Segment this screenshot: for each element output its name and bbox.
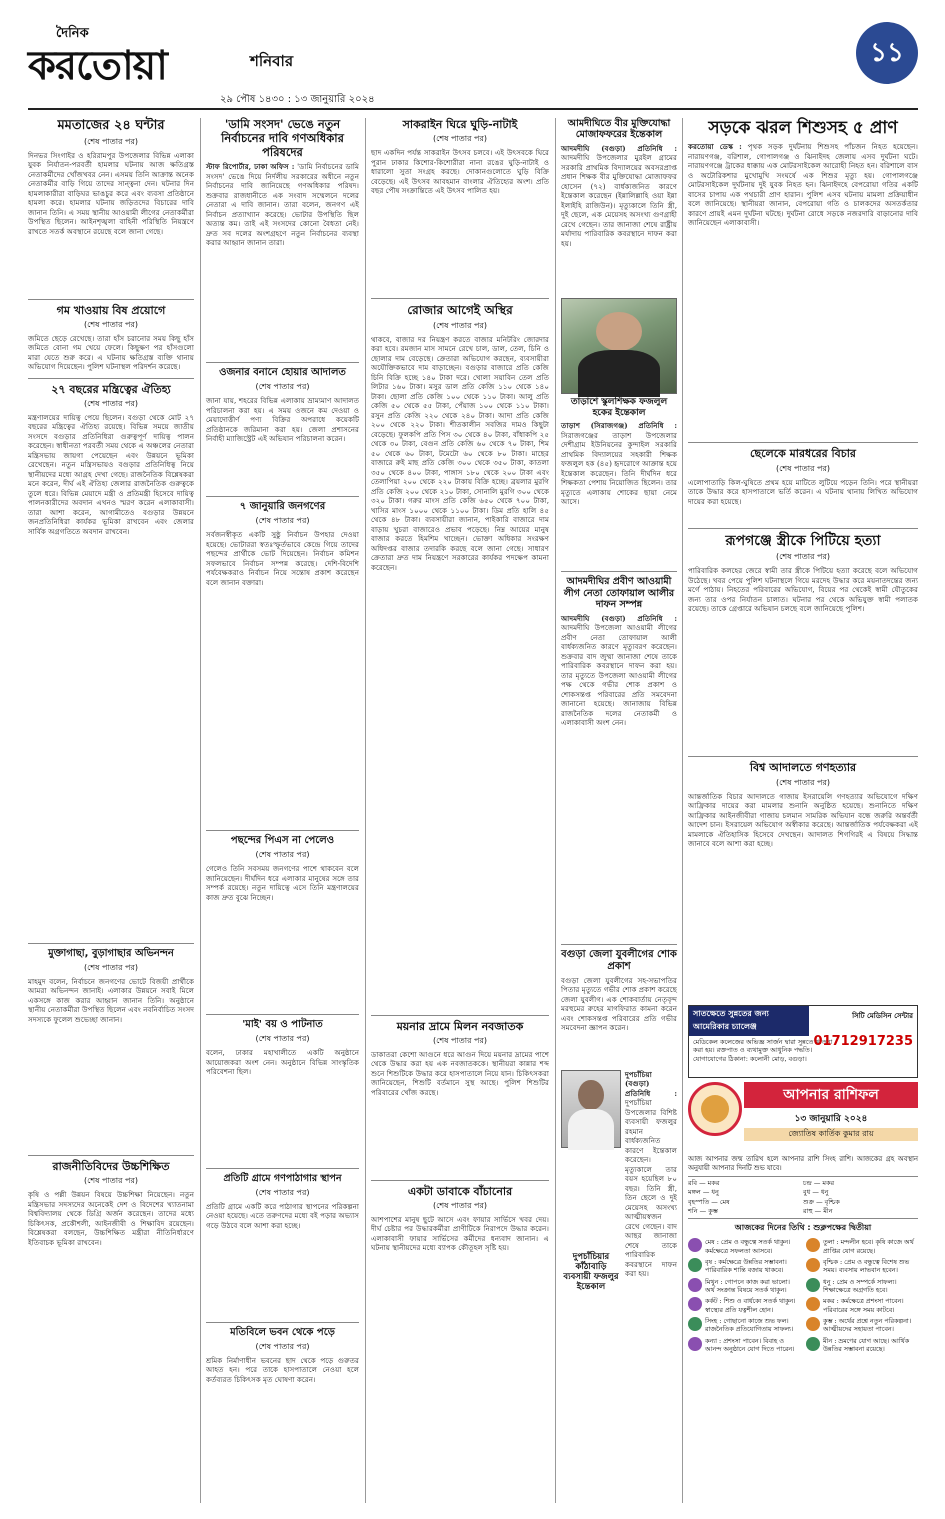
- planet-position: রাহু — মীন: [803, 1206, 833, 1215]
- zodiac-sign-entry: [806, 1337, 918, 1354]
- continued-note: (শেষ পাতার পর): [432, 134, 488, 144]
- article-body: মন্ত্রণালয়ের দায়িত্ব পেয়ে ছিলেন। বগুড়া থেকে মোট ২৭ বছরের মন্ত্রিত্বের ঐতিহ্য রয়েছে। বিভিন্ন সময়ে জাতীয় সংসদে বগুড়ার প্রতিনিধিরা গুরুত্বপূর্ণ দায়িত্ব পালন করেছেন। স্বাধীনতা পরবর্তী সময় থেকে এ অঞ্চলের নেতারা মন্ত্রিসভায় জায়গা পেয়েছেন এবং উন্নয়নে ভূমিকা রেখেছেন। নতুন মন্ত্রিসভায়ও বগুড়ার প্রতিনিধিত্ব নিয়ে স্থানীয়দের মধ্যে আগ্রহ দেখা গেছে। রাজনৈতিক বিশ্লেষকরা মনে করেন, দীর্ঘ এই ঐতিহ্য জেলার রাজনৈতিক গুরুত্বকে তুলে ধরে। বিভিন্ন মেয়াদে মন্ত্রী ও প্রতিমন্ত্রী হিসেবে দায়িত্ব পালনকারীদের অবদান এখনও স্মরণ করেন এলাকাবাসী। তারা আশা করেন, আগামীতেও বগুড়ার উন্নয়নে জনপ্রতিনিধিরা কার্যকর ভূমিকা রাখবেন এবং জেলার সার্বিক অগ্রগতিতে অবদান রাখবেন।: [28, 412, 194, 536]
- headline: রূপগঞ্জে স্ত্রীকে পিটিয়ে হত্যা: [725, 532, 881, 549]
- headline: তাড়াশে স্কুলশিক্ষক ফজলুল হকের ইন্তেকাল: [570, 396, 668, 418]
- logo-big: করতোয়া: [28, 43, 167, 89]
- photo-caption: দুপচাঁচিয়ার কাঁঠাবাড়ি ব্যবসায়ী ফজলুর ইন্তেকাল: [563, 1251, 619, 1293]
- byline: করতোয়া ডেস্ক :: [688, 142, 742, 152]
- headline: মুক্তাগাছা, বুড়াগাছার অভিনন্দন: [48, 947, 174, 959]
- article-text: 'ডামি নির্বাচনের ডামি সংসদ' ভেঙে দিয়ে নির্দলীয় সরকারের অধীনে নতুন নির্বাচনের দাবি জানিয়েছে গণঅধিকার পরিষদ। শুক্রবার রাজধানীতে এক সংবাদ সম্মেলনে দলের নেতারা এ দাবি জানান। তারা বলেন, জনগণ এই নির্বাচন প্রত্যাখ্যান করেছে। ভোটার উপস্থিতি ছিল অত্যন্ত কম। তাই এই সংসদের কোনো বৈধতা নেই। দ্রুত সব দলের অংশগ্রহণে নতুন নির্বাচনের ব্যবস্থা করার আহ্বান জানান তারা।: [206, 162, 359, 248]
- article: [206, 1014, 359, 1168]
- headline: 'মাই' বয় ও পাটনাত: [242, 1019, 323, 1031]
- column-rule: [200, 118, 201, 1503]
- byline: তাড়াশ (সিরাজগঞ্জ) প্রতিনিধি :: [561, 421, 677, 431]
- zodiac-sign-entry: [688, 1258, 800, 1275]
- zodiac-sign-entry: [806, 1317, 918, 1334]
- continued-note: (শেষ পাতার পর): [83, 1176, 139, 1186]
- article: [688, 756, 918, 981]
- article-body: দিনভর সিংগাইর ও হরিরামপুর উপজেলার বিভিন্ন এলাকা যুবক নির্যাতন-পরবর্তী হামলার ঘটনায় আজ ক্ষতিগ্রস্ত নেতাকর্মীদের খোঁজখবর নেন। এসময় তিনি আক্রান্ত অনেক নেতাকর্মীর বাড়ি গিয়ে তাদের সান্ত্বনা দেন। ঘটনার দিন হামলাকারীরা বাড়িঘর ভাঙচুর করে এবং ব্যবসা প্রতিষ্ঠানে হামলা করে। হামলার ঘটনায় জড়িতদের বিচারের দাবি জানান তিনি। এ সময় স্থানীয় আওয়ামী লীগের নেতাকর্মীরা উপস্থিত ছিলেন। আইনশৃঙ্খলা বাহিনী পরিস্থিতি নিয়ন্ত্রণে রাখতে সতর্ক অবস্থানে রয়েছে বলে জানা গেছে।: [28, 150, 194, 236]
- zodiac-sign-text: ধনু : প্রেম ও সম্পর্কে সাফল্য। শিক্ষাক্ষেত্রে অগ্রগতি হবে।: [823, 1277, 897, 1294]
- portrait-photo: [561, 1070, 621, 1148]
- headline: সাকরাইন ঘিরে ঘুড়ি-নাটাই: [402, 118, 518, 131]
- headline: বিশ্ব আদালতে গণহত্যার: [749, 761, 857, 775]
- zodiac-sign-text: মকর : কর্মক্ষেত্রে প্রশংসা পাবেন। পরিবারের সঙ্গে সময় কাটবে।: [823, 1297, 904, 1314]
- article-body: কৃষি ও পল্লী উন্নয়ন বিষয়ে উচ্চশিক্ষা নিয়েছেন। নতুন মন্ত্রিসভার সদস্যদের অনেকেই দেশ ও বিদেশের খ্যাতনামা বিশ্ববিদ্যালয় থেকে ডিগ্রি অর্জন করেছেন। তাদের মধ্যে চিকিৎসক, প্রকৌশলী, আইনজীবী ও শিক্ষাবিদ রয়েছেন। বিশ্লেষকরা বলছেন, উচ্চশিক্ষিত মন্ত্রীরা নীতিনির্ধারণে ইতিবাচক ভূমিকা রাখবেন।: [28, 1190, 194, 1247]
- headline: ছেলেকে মারধরের বিচার: [749, 447, 856, 461]
- zodiac-sign-text: মেষ : প্রেম ও বন্ধুত্বে সতর্ক থাকুন। কর্মক্ষেত্রে সফলতা আসবে।: [705, 1238, 791, 1255]
- zodiac-sign-text: বৃষ : কর্মক্ষেত্রে উন্নতির সম্ভাবনা। পারিবারিক শান্তি বজায় থাকবে।: [705, 1258, 787, 1275]
- article: [561, 571, 677, 943]
- headline: আদমদীঘির প্রবীণ আওয়ামী লীগ নেতা তোফায়াল আলীর দাফন সম্পন্ন: [563, 576, 675, 611]
- column-4: [561, 118, 677, 1503]
- zodiac-sign-text: মীন : ভ্রমণের যোগ আছে। আর্থিক উন্নতির সম্ভাবনা রয়েছে।: [823, 1336, 910, 1353]
- zodiac-sign-icon: [806, 1337, 820, 1351]
- article: [28, 299, 194, 378]
- article-text: দুপচাঁচিয়া উপজেলার বিশিষ্ট ব্যবসায়ী ফজলুর রহমান বার্ধক্যজনিত কারণে ইন্তেকাল করেছেন। মৃত্যুকালে তার বয়স হয়েছিল ৮০ বছর। তিনি স্ত্রী, তিন ছেলে ও দুই মেয়েসহ অসংখ্য আত্মীয়স্বজন রেখে গেছেন। বাদ আছর জানাজা শেষে তাকে পারিবারিক কবরস্থানে দাফন করা হয়।: [625, 1098, 677, 1279]
- astrologer-name: জ্যোতিষ কার্তিক কুমার রায়: [744, 1128, 918, 1141]
- zodiac-sign-text: কর্কট : শিশু ও বার্ধক্যে সতর্ক থাকুন। স্বাস্থ্যের প্রতি যত্নশীল হোন।: [705, 1297, 796, 1314]
- zodiac-sign-icon: [806, 1297, 820, 1311]
- headline: আমদীঘিতে বীর মুক্তিযোদ্ধা মোজাফফরের ইন্তেকাল: [567, 118, 671, 141]
- zodiac-sign-entry: [688, 1238, 800, 1255]
- planet-position: রবি — মকর: [688, 1178, 720, 1187]
- column-rule: [555, 118, 556, 1503]
- zodiac-sign-text: সিংহ : গোছানো কাজে শুভ ফল। রাজনৈতিক প্রতিযোগিতায় সাফল্য।: [705, 1316, 794, 1334]
- zodiac-wheel-icon: [688, 1082, 742, 1136]
- zodiac-sign-text: কন্যা : প্রশংসা পাবেন। বিবাহ ও আনন্দ অনুষ্ঠানে যোগ দিতে পারেন।: [705, 1336, 795, 1353]
- article-body: আশপাশের মানুষ ছুটে আসে এবং ফায়ার সার্ভিসে খবর দেয়। দীর্ঘ চেষ্টার পর উদ্ধারকর্মীরা প্রাণীটিকে নিরাপদে উদ্ধার করেন। এলাকাবাসী ফায়ার সার্ভিসের কর্মীদের ধন্যবাদ জানান। এ ঘটনায় স্থানীয়দের মধ্যে ব্যাপক কৌতূহল সৃষ্টি হয়।: [371, 1214, 549, 1253]
- horoscope-intro: আজ আপনার জন্ম তারিখ হলে আপনার রাশি সিংহ রাশি। আজকের গ্রহ অবস্থান অনুযায়ী আপনার দিনটি শুভ যাবে।: [688, 1155, 918, 1172]
- continued-note: (শেষ পাতার পর): [83, 398, 139, 408]
- continued-note: (শেষ পাতার পর): [255, 382, 310, 392]
- logo-small: দৈনিক: [56, 26, 89, 41]
- article: [28, 1155, 194, 1490]
- horoscope-date: ১৩ জানুয়ারি ২০২৪: [794, 1114, 868, 1124]
- zodiac-sign-text: মিথুন : গোপনে কাজ করা ভালো। অর্থ সংক্রান্ত বিষয়ে সতর্ক থাকুন।: [705, 1277, 790, 1294]
- planet-position: বুধ — ধনু: [803, 1188, 829, 1197]
- zodiac-sign-icon: [688, 1278, 702, 1292]
- continued-note: (শেষ পাতার পর): [775, 463, 831, 473]
- headline: ৭ জানুয়ারি জনগণের: [239, 501, 326, 513]
- article: [28, 118, 194, 299]
- byline: স্টাফ রিপোর্টার, ঢাকা অফিস :: [206, 162, 295, 172]
- article-body: পারিবারিক কলহের জেরে স্বামী তার স্ত্রীকে পিটিয়ে হত্যা করেছে বলে অভিযোগ উঠেছে। খবর পেয়ে পুলিশ ঘটনাস্থলে গিয়ে মরদেহ উদ্ধার করে ময়নাতদন্তের জন্য মর্গে পাঠায়। নিহতের পরিবারের অভিযোগ, বিয়ের পর থেকেই স্বামী যৌতুকের জন্য তার ওপর নির্যাতন চালাত। ঘটনার পর থেকে অভিযুক্ত স্বামী পলাতক রয়েছে। তাকে গ্রেপ্তারে অভিযান চলছে বলে জানিয়েছে পুলিশ।: [688, 566, 918, 614]
- zodiac-sign-entry: [688, 1317, 800, 1334]
- article: [206, 362, 359, 496]
- article-body: গেলেও তিনি সবসময় জনগণের পাশে থাকবেন বলে জানিয়েছেন। দীর্ঘদিন ধরে এলাকার মানুষের সঙ্গে তার সম্পর্ক রয়েছে। নতুন দায়িত্বে এসে তিনি মন্ত্রণালয়ের কাজ দ্রুত বুঝে নিচ্ছেন।: [206, 864, 359, 902]
- continued-note: (শেষ পাতার পর): [255, 516, 310, 526]
- zodiac-sign-entry: [688, 1337, 800, 1354]
- horoscope-banner: আপনার রাশিফল: [744, 1082, 918, 1108]
- article-body: [561, 144, 677, 294]
- article: [206, 1168, 359, 1321]
- column-5: [688, 118, 918, 998]
- article: [206, 118, 359, 362]
- article-body: আন্তর্জাতিক বিচার আদালতে গাজায় ইসরায়েলি গণহত্যার অভিযোগে দক্ষিণ আফ্রিকার দায়ের করা মামলার শুনানি অনুষ্ঠিত হয়েছে। শুনানিতে দক্ষিণ আফ্রিকার আইনজীবীরা গাজায় চলমান সামরিক অভিযান বন্ধে জরুরি অন্তর্বর্তী আদেশ চান। ইসরায়েল অভিযোগ অস্বীকার করেছে। আন্তর্জাতিক পর্যবেক্ষকরা এই মামলাকে ঐতিহাসিক হিসেবে দেখছেন। আদালত শিগগিরই এ বিষয়ে সিদ্ধান্ত জানাবে বলে আশা করা হচ্ছে।: [688, 791, 918, 849]
- continued-note: (শেষ পাতার পর): [255, 1187, 310, 1197]
- planet-table: [688, 1176, 918, 1220]
- newspaper-logo: [28, 24, 243, 88]
- continued-note: (শেষ পাতার পর): [255, 1341, 310, 1351]
- zodiac-sign-icon: [806, 1317, 820, 1331]
- headline: ওজনার বনানে হোয়ার আদালত: [219, 367, 346, 379]
- article: [371, 298, 549, 1014]
- portrait-photo: [561, 298, 677, 394]
- article-body: [206, 162, 359, 362]
- article-body: [688, 142, 918, 442]
- ad-clinic-name: সিটি মেডিসিন সেন্টার: [852, 1012, 913, 1020]
- article-body: [561, 614, 677, 944]
- ad-text: মেডিকেল কলেজের অভিজ্ঞ সার্জন দ্বারা সুন্নতে খাতনা করা হয়। রক্তপাত ও ব্যথামুক্ত আধুনিক পদ্ধতি। যোগাযোগের ঠিকানা: কলোনী মোড়, বগুড়া।: [693, 1038, 833, 1063]
- article-body: ডাকাতরা কেশো আগুনে ধরে আগুন দিয়ে ময়নার দ্রামের পাশে থেকে উদ্ধার করা হয় এক নবজাতককে। স্থানীয়রা কান্নার শব্দ শুনে শিশুটিকে উদ্ধার করে হাসপাতালে নিয়ে যান। চিকিৎসকরা জানিয়েছেন, শিশুটি বর্তমানে সুস্থ আছে। পুলিশ শিশুটির পরিবারের খোঁজ করছে।: [371, 1049, 549, 1097]
- article: [371, 1180, 549, 1485]
- column-rule: [365, 118, 366, 1503]
- article: [371, 1015, 549, 1180]
- tithi-line: আজকের দিনের তিথি : শুক্লপক্ষের দ্বিতীয়া: [734, 1223, 872, 1233]
- headline: বগুড়া জেলা যুবলীগের শোক প্রকাশ: [561, 948, 677, 972]
- article-text: আদমদীঘি উপজেলা আওয়ামী লীগের প্রবীণ নেতা তোফায়াল আলী বার্ধক্যজনিত কারণে মৃত্যুবরণ করেছেন। শুক্রবার বাদ জুম্মা জানাজা শেষে তাকে পারিবারিক কবরস্থানে দাফন করা হয়। তার মৃত্যুতে উপজেলা আওয়ামী লীগের পক্ষ থেকে গভীর শোক প্রকাশ ও শোকসন্তপ্ত পরিবারের প্রতি সমবেদনা জানানো হয়েছে। জানাজায় বিভিন্ন রাজনৈতিক দলের নেতাকর্মী ও এলাকাবাসী অংশ নেন।: [561, 623, 677, 728]
- zodiac-sign-entry: [806, 1297, 918, 1314]
- continued-note: (শেষ পাতার পর): [432, 1200, 488, 1210]
- article-body: শ্রমিক নির্মাণাধীন ভবনের ছাদ থেকে পড়ে গুরুতর আহত হন। পরে তাকে হাসপাতালে নেওয়া হলে কর্তব্যরত চিকিৎসক মৃত ঘোষণা করেন।: [206, 1355, 359, 1384]
- headline: মতিবিলে ভবন থেকে পড়ে: [230, 1326, 335, 1338]
- planet-position: চন্দ্র — মকর: [803, 1178, 835, 1187]
- planet-position: শুক্র — বৃশ্চিক: [803, 1197, 840, 1206]
- zodiac-sign-icon: [688, 1297, 702, 1311]
- article-text: পৃথক সড়ক দুর্ঘটনায় শিশুসহ পাঁচজন নিহত হয়েছেন। নারায়ণগঞ্জ, বরিশাল, গোপালগঞ্জ ও ঝিনাইদহ জেলায় এসব দুর্ঘটনা ঘটে। নারায়ণগঞ্জে ট্রাকের ধাক্কায় এক মোটরসাইকেল আরোহী নিহত হন। বরিশালে বাস ও অটোরিকশার মুখোমুখি সংঘর্ষে এক শিশুর মৃত্যু হয়। গোপালগঞ্জে মোটরসাইকেল দুর্ঘটনায় দুই যুবক নিহত হন। ঝিনাইদহে বেপরোয়া গতির একটি বাসের চাপায় এক পথচারী প্রাণ হারান। পুলিশ এসব ঘটনায় মামলা প্রক্রিয়াধীন বলে জানিয়েছে। স্থানীয়রা জানান, বেপরোয়া গতি ও চালকদের অসতর্কতার কারণে প্রায়ই এমন দুর্ঘটনা ঘটছে। দুর্ঘটনা রোধে সড়কে নজরদারি বাড়ানোর দাবি জানিয়েছেন এলাকাবাসী।: [688, 142, 918, 228]
- article-body: থাকবে, বাজার দর নিয়ন্ত্রণ করতে বাজার মনিটরিং জোরদার করা হবে। রমজান মাস সামনে রেখে চাল, ডাল, তেল, চিনি ও ছোলার দাম বেড়েছে। ক্রেতারা অভিযোগ করছেন, ব্যবসায়ীরা অযৌক্তিকভাবে দাম বাড়াচ্ছেন। বগুড়ার বাজারে প্রতি কেজি চিনি বিক্রি হচ্ছে ১৪০ টাকা দরে। খোলা সয়াবিন তেল প্রতি লিটার ১৬০ টাকা। মসুর ডাল প্রতি কেজি ১১০ থেকে ১৪০ টাকা। ছোলা প্রতি কেজি ১০০ থেকে ১১০ টাকা। আলু প্রতি কেজি ৫০ থেকে ৫৫ টাকা, পেঁয়াজ ১০০ থেকে ১১০ টাকা। রসুন প্রতি কেজি ২২০ থেকে ২৪০ টাকা। আদা প্রতি কেজি ২০০ থেকে ২২০ টাকা। শীতকালীন সবজির দামও কিছুটা বেড়েছে। ফুলকপি প্রতি পিস ৩০ থেকে ৪০ টাকা, বাঁধাকপি ২৫ থেকে ৩০ টাকা, বেগুন প্রতি কেজি ৬০ থেকে ৭০ টাকা, শিম ৫০ থেকে ৬০ টাকা, টমেটো ৬০ থেকে ৮০ টাকা। মাছের বাজারে রুই মাছ প্রতি কেজি ৩০০ থেকে ৩৫০ টাকা, কাতলা ৩৫০ থেকে ৪০০ টাকা, পাঙ্গাস ১৮০ থেকে ২০০ টাকা এবং তেলাপিয়া ২০০ থেকে ২২০ টাকায় বিক্রি হচ্ছে। ব্রয়লার মুরগি প্রতি কেজি ২০০ থেকে ২১০ টাকা, সোনালি মুরগি ৩০০ থেকে ৩২০ টাকা। গরুর মাংস প্রতি কেজি ৬৫০ থেকে ৭০০ টাকা, খাসির মাংস ১০০০ থেকে ১১০০ টাকা। ডিম প্রতি হালি ৪৫ থেকে ৪৮ টাকা। ব্যবসায়ীরা জানান, পাইকারি বাজারে দাম বাড়ায় খুচরা বাজারেও প্রভাব পড়েছে। নিম্ন আয়ের মানুষ বাজার করতে হিমশিম খাচ্ছেন। ভোক্তা অধিকার সংরক্ষণ অধিদপ্তর বাজার তদারকি করছে বলে জানা গেছে। সাধারণ ক্রেতারা দ্রুত দাম নিয়ন্ত্রণে সরকারের কার্যকর পদক্ষেপ কামনা করেছেন।: [371, 334, 549, 572]
- article: [688, 528, 918, 757]
- continued-note: (শেষ পাতার পর): [775, 552, 831, 562]
- zodiac-sign-entry: [806, 1258, 918, 1275]
- headline: ময়নার দ্রামে মিলন নবজাতক: [396, 1019, 524, 1033]
- article: [561, 118, 677, 294]
- article: [206, 830, 359, 1014]
- article-body: জমিতে ছেড়ে রেখেছে। তারা হাঁস চরানোর সময় কিছু হাঁস জমিতে বোনা গম খেয়ে ফেলে। কিছুক্ষণ পর হাঁসগুলো মারা যেতে শুরু করে। এ ঘটনায় ক্ষতিগ্রস্ত ব্যক্তি থানায় অভিযোগ দিয়েছেন। পুলিশ ঘটনাস্থল পরিদর্শন করেছে।: [28, 333, 194, 372]
- headline: সড়কে ঝরল শিশুসহ ৫ প্রাণ: [708, 118, 898, 138]
- continued-note: (শেষ পাতার পর): [83, 136, 139, 146]
- ad-band: সাতক্ষেতে সুন্নতের জন্য আমেরিকার চ্যালেঞ্জ: [689, 1006, 809, 1036]
- column-1: [28, 118, 194, 1503]
- byline: দুপচাঁচিয়া (বগুড়া) প্রতিনিধি :: [625, 1069, 677, 1098]
- planet-position: বৃহস্পতি — মেষ: [688, 1197, 730, 1206]
- zodiac-sign-entry: [806, 1238, 918, 1255]
- continued-note: (শেষ পাতার পর): [432, 1035, 488, 1045]
- zodiac-sign-icon: [806, 1238, 820, 1252]
- date-line: ২৯ পৌষ ১৪৩০ : ১৩ জানুয়ারি ২০২৪: [220, 94, 375, 105]
- article-body: মাহমুদ বলেন, নির্বাচনে জনগণের ভোটে বিজয়ী প্রার্থীকে আমরা অভিনন্দন জানাই। এলাকার উন্নয়নে সবাই মিলে একসঙ্গে কাজ করার আহ্বান জানান তিনি। অনুষ্ঠানে স্থানীয় নেতাকর্মীরা উপস্থিত ছিলেন এবং নবনির্বাচিত সংসদ সদস্যকে ফুলেল শুভেচ্ছা জানান।: [28, 976, 194, 1024]
- article: [206, 1322, 359, 1506]
- zodiac-sign-icon: [688, 1337, 702, 1351]
- article: [561, 944, 677, 1066]
- zodiac-sign-icon: [688, 1238, 702, 1252]
- continued-note: (শেষ পাতার পর): [432, 320, 488, 330]
- zodiac-sign-icon: [688, 1317, 702, 1331]
- continued-note: (শেষ পাতার পর): [83, 319, 139, 329]
- article: [28, 943, 194, 1155]
- headline: গম খাওয়ায় বিষ প্রয়োগে: [56, 303, 166, 317]
- byline: আদমদীঘি (বগুড়া) প্রতিনিধি :: [561, 613, 677, 623]
- column-rule: [682, 118, 683, 1503]
- continued-note: (শেষ পাতার পর): [255, 850, 310, 860]
- continued-note: (শেষ পাতার পর): [255, 1034, 310, 1044]
- article-body: বগুড়া জেলা যুবলীগের সহ-সভাপতির পিতার মৃত্যুতে গভীর শোক প্রকাশ করেছে জেলা যুবলীগ। এক শোকবার্তায় নেতৃবৃন্দ মরহুমের রুহের মাগফিরাত কামনা করেন এবং শোকসন্তপ্ত পরিবারের প্রতি গভীর সমবেদনা জ্ঞাপন করেন।: [561, 975, 677, 1033]
- headline: রোজার আগেই অস্থির: [407, 303, 513, 318]
- headline: একটা ডাবাকে বাঁচানোর: [407, 1184, 513, 1198]
- article-body: জানা যায়, শহরের বিভিন্ন এলাকায় ভ্রাম্যমাণ আদালত পরিচালনা করা হয়। এ সময় ওজনে কম দেওয়া ও মেয়াদোত্তীর্ণ পণ্য বিক্রির অপরাধে কয়েকটি প্রতিষ্ঠানকে জরিমানা করা হয়। জেলা প্রশাসনের নির্বাহী ম্যাজিস্ট্রেট এই অভিযান পরিচালনা করেন।: [206, 396, 359, 444]
- headline: প্রতিটি গ্রামে গণপাঠাগার স্থাপন: [223, 1173, 342, 1185]
- zodiac-sign-list: [688, 1238, 918, 1353]
- zodiac-sign-text: বৃশ্চিক : প্রেম ও বন্ধুত্বে বিশেষ শুভ সময়। ব্যবসায় লাভবান হবেন।: [823, 1258, 910, 1275]
- zodiac-sign-text: তুলা : মন্দলীন হবে। কৃষি কাজে অর্থ প্রাপ্তির যোগ রয়েছে।: [823, 1238, 914, 1255]
- zodiac-sign-text: কুম্ভ : অর্থের প্রশ্নে নতুন পরিকল্পনা। আত্মীয়দের সহায়তা পাবেন।: [823, 1316, 912, 1334]
- ad-phone: 01712917235: [813, 1034, 913, 1049]
- article-body: [561, 421, 677, 571]
- byline: আদমদীঘি (বগুড়া) প্রতিনিধি :: [561, 143, 677, 153]
- zodiac-sign-icon: [806, 1278, 820, 1292]
- article: [688, 118, 918, 442]
- article-body: সর্বজনস্বীকৃত একটি সুষ্ঠু নির্বাচন উপহার দেওয়া হয়েছে। ভোটাররা স্বতঃস্ফূর্তভাবে কেন্দ্রে গিয়ে তাদের পছন্দের প্রার্থীকে ভোট দিয়েছেন। নির্বাচন কমিশন সফলভাবে নির্বাচন সম্পন্ন করেছে। দেশি-বিদেশি পর্যবেক্ষকরাও নির্বাচন নিয়ে সন্তোষ প্রকাশ করেছেন বলে জানান বক্তারা।: [206, 530, 359, 587]
- article-body: [625, 1069, 677, 1279]
- day-name: শনিবার: [250, 52, 294, 70]
- zodiac-sign-entry: [806, 1278, 918, 1295]
- headline: ২৭ বছরের মন্ত্রিত্বের ঐতিহ্য: [51, 382, 171, 396]
- article-text: আদমদীঘি উপজেলার মুরইল গ্রামের সরকারি প্রাথমিক বিদ্যালয়ের অবসরপ্রাপ্ত প্রধান শিক্ষক বীর মুক্তিযোদ্ধা মোজাফফর হোসেন (৭২) বার্ধক্যজনিত কারণে ইন্তেকাল করেছেন (ইন্নালিল্লাহি ওয়া ইন্না ইলাইহি রাজিউন)। মৃত্যুকালে তিনি স্ত্রী, দুই ছেলে, এক মেয়েসহ অসংখ্য গুণগ্রাহী রেখে গেছেন। তার জানাজা শেষে রাষ্ট্রীয় মর্যাদায় পারিবারিক কবরস্থানে দাফন করা হয়।: [561, 153, 677, 248]
- article-body: ছাদ একদিন পর্যন্ত সাকরাইন উৎসব চলবে। এই উৎসবকে ঘিরে পুরান ঢাকার কিশোর-কিশোরীরা নানা রঙের ঘুড়ি-নাটাই ও ধারালো সুতা সংগ্রহ করছে। দোকানগুলোতে ঘুড়ি বিক্রি বেড়েছে। এই উৎসব আবহমান বাংলার ঐতিহ্যের অংশ। প্রতি বছর পৌষ সংক্রান্তিতে এই উৎসব পালিত হয়।: [371, 148, 549, 196]
- headline: 'ডামি সংসদ' ভেঙে নতুন নির্বাচনের দাবি গণঅধিকার পরিষদের: [221, 117, 344, 159]
- page-number-badge: ১১: [856, 22, 918, 84]
- zodiac-sign-entry: [688, 1297, 800, 1314]
- article-body: এলোপাতাড়ি কিল-ঘুষিতে প্রথম হয়ে মাটিতে লুটিয়ে পড়েন তিনি। পরে স্থানীয়রা তাকে উদ্ধার করে হাসপাতালে ভর্তি করেন। এ ঘটনায় থানায় লিখিত অভিযোগ দায়ের করা হয়েছে।: [688, 477, 918, 506]
- zodiac-sign-icon: [688, 1258, 702, 1272]
- horoscope-section: [688, 1082, 918, 1502]
- zodiac-sign-icon: [806, 1258, 820, 1272]
- zodiac-sign-entry: [688, 1278, 800, 1295]
- article-text: সিরাজগঞ্জের তাড়াশ উপজেলার দেশীগ্রাম ইউনিয়নের কুন্দাইল সরকারি প্রাথমিক বিদ্যালয়ের সহকারী শিক্ষক ফজলুল হক (৪৫) হৃদরোগে আক্রান্ত হয়ে ইন্তেকাল করেছেন। তিনি দীর্ঘদিন ধরে শিক্ষকতা পেশায় নিয়োজিত ছিলেন। তার মৃত্যুতে এলাকায় শোকের ছায়া নেমে আসে।: [561, 430, 677, 507]
- article: [371, 118, 549, 298]
- article: [688, 442, 918, 527]
- article-body: প্রতিটি গ্রামে একটি করে পাঠাগার স্থাপনের পরিকল্পনা নেওয়া হয়েছে। এতে তরুণদের মধ্যে বই পড়ার অভ্যাস গড়ে উঠবে বলে আশা করা হচ্ছে।: [206, 1201, 359, 1230]
- continued-note: (শেষ পাতার পর): [83, 962, 139, 972]
- article: [206, 496, 359, 830]
- masthead: [28, 20, 918, 110]
- planet-position: মঙ্গল — ধনু: [688, 1188, 719, 1197]
- clinic-advertisement: [688, 1005, 918, 1078]
- column-3: [371, 118, 549, 1503]
- headline: রাজনীতিবিদের উচ্চশিক্ষিত: [52, 1159, 170, 1173]
- column-2: [206, 118, 359, 1503]
- article: [28, 378, 194, 943]
- article-body: বলেন, ঢাকার মহাখালীতে একটি অনুষ্ঠানে আয়োজকরা অংশ নেন। অনুষ্ঠানে বিভিন্ন সাংস্কৃতিক পরিবেশনা ছিল।: [206, 1048, 359, 1077]
- planet-position: শনি — কুম্ভ: [688, 1206, 718, 1215]
- headline: পছন্দের পিএস না পেলেও: [230, 835, 335, 847]
- headline: মমতাজের ২৪ ঘন্টার: [57, 118, 165, 133]
- continued-note: (শেষ পাতার পর): [775, 777, 831, 787]
